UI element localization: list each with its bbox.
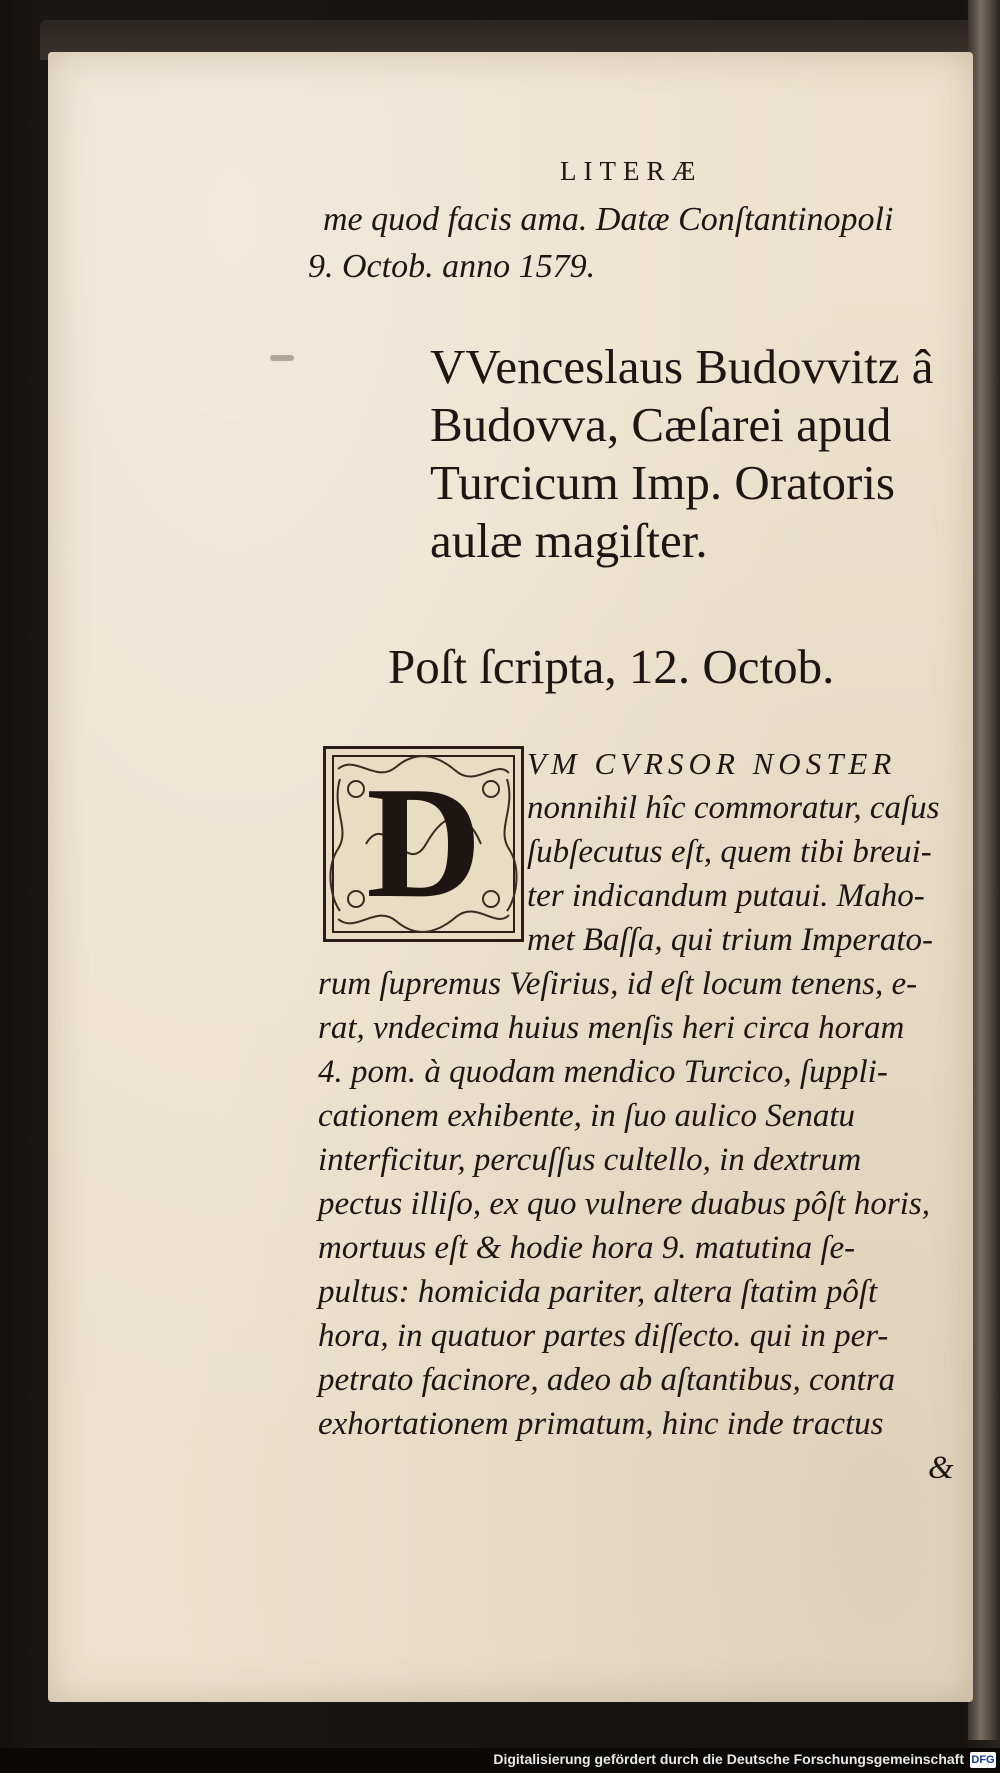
body-line-10: interficitur, percuſſus cultello, in dextrum xyxy=(318,1142,862,1178)
body-line-8: 4. pom. à quodam mendico Turcico, ſuppli- xyxy=(318,1054,888,1090)
signature-line-1: VVenceslaus Budovvitz â xyxy=(430,339,934,394)
running-head: LITERÆ xyxy=(560,156,703,186)
body-line-1: VM CVRSOR NOSTER xyxy=(527,746,897,781)
body-line-4: ter indicandum putaui. Maho- xyxy=(527,878,925,914)
body-line-14: hora, in quatuor partes diſſecto. qui in per- xyxy=(318,1318,889,1354)
body-line-6: rum ſupremus Veſirius, id eſt locum tenens, e- xyxy=(318,966,918,1002)
signature-line-4: aulæ magiſter. xyxy=(430,513,708,568)
footer-credit: Digitalisierung gefördert durch die Deutsche Forschungsgemeinschaft xyxy=(493,1751,964,1767)
dfg-logo-icon[interactable]: DFG xyxy=(971,1754,995,1766)
body-line-12: mortuus eſt & hodie hora 9. matutina ſe- xyxy=(318,1230,856,1266)
decorated-initial xyxy=(323,746,524,942)
body-line-9: cationem exhibente, in ſuo aulico Senatu xyxy=(318,1098,856,1134)
signature-line-3: Turcicum Imp. Oratoris xyxy=(430,455,895,510)
body-line-7: rat, vndecima huius menſis heri circa horam xyxy=(318,1010,905,1046)
body-line-11: pectus illiſo, ex quo vulnere duabus pôſt horis, xyxy=(318,1186,930,1222)
postscript-heading: Poſt ſcripta, 12. Octob. xyxy=(388,639,835,694)
body-line-2: nonnihil hîc commoratur, caſus xyxy=(527,790,940,826)
drop-cap-letter: D xyxy=(366,753,482,931)
body-line-13: pultus: homicida pariter, altera ſtatim pôſt xyxy=(318,1274,878,1310)
signature-line-2: Budovva, Cæſarei apud xyxy=(430,397,892,452)
body-line-3: ſubſecutus eſt, quem tibi breui- xyxy=(527,834,932,870)
catchword: & xyxy=(928,1450,954,1486)
body-line-16: exhortationem primatum, hinc inde tractus xyxy=(318,1406,884,1442)
margin-mark xyxy=(270,355,294,361)
closing-line-1: me quod facis ama. Datæ Conſtantinopoli xyxy=(323,201,894,238)
body-line-15: petrato facinore, adeo ab aſtantibus, contra xyxy=(318,1362,896,1398)
closing-line-2: 9. Octob. anno 1579. xyxy=(308,248,596,285)
body-line-5: met Baſſa, qui trium Imperato- xyxy=(527,922,934,958)
